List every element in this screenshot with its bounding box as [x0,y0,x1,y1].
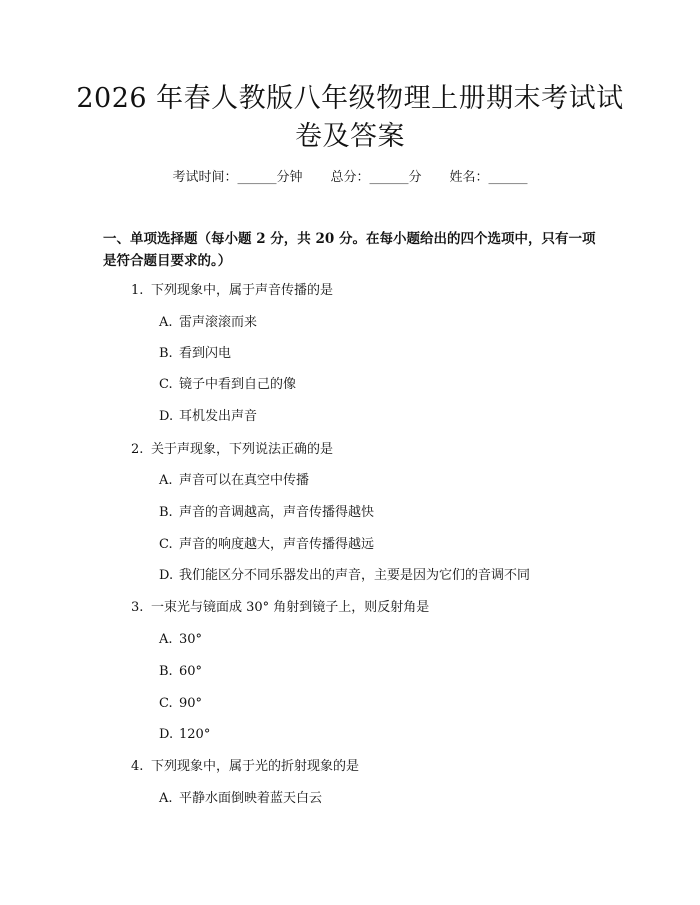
option-letter: A. [159,632,173,647]
exam-title-line2: 卷及答案 [295,121,405,152]
option-letter: B. [159,664,173,679]
option-1b [159,345,231,363]
option-text: 90° [179,696,203,711]
option-2b [159,504,374,522]
question-text: 关于声现象，下列说法正确的是 [151,442,334,457]
option-text: 30° [179,632,203,647]
option-letter: D. [159,727,174,742]
option-letter: D. [159,409,174,424]
option-2c [159,536,374,554]
option-3d [159,726,210,744]
question-number: 2. [131,442,144,457]
exam-info-line [0,169,700,187]
option-2d [159,567,530,585]
student-name-field: 姓名：______ [449,170,528,185]
exam-title [60,80,640,156]
total-score-field: 总分：______分 [330,170,422,185]
option-text: 镜子中看到自己的像 [179,377,297,392]
exam-title-line1: 2026 年春人教版八年级物理上册期末考试试 [76,83,624,114]
option-3c [159,695,202,713]
option-1a [159,314,257,332]
option-3a [159,631,202,649]
option-text: 我们能区分不同乐器发出的声音，主要是因为它们的音调不同 [179,568,531,583]
option-text: 声音的响度越大，声音传播得越远 [179,537,375,552]
option-letter: C. [159,696,173,711]
section-heading-line1: 一、单项选择题（每小题 2 分，共 20 分。在每小题给出的四个选项中，只有一项 [103,231,596,247]
option-letter: A. [159,791,173,806]
option-text: 看到闪电 [179,346,232,361]
option-text: 声音的音调越高，声音传播得越快 [179,505,375,520]
question-1 [131,282,333,300]
option-4a [159,790,322,808]
option-letter: C. [159,537,173,552]
section-heading-line2: 是符合题目要求的。） [103,253,232,269]
option-text: 耳机发出声音 [179,409,258,424]
option-text: 60° [179,664,203,679]
option-1c [159,376,296,394]
option-letter: A. [159,315,173,330]
question-2 [131,441,333,459]
question-text: 一束光与镜面成 30° 角射到镜子上，则反射角是 [151,600,430,615]
question-text: 下列现象中，属于声音传播的是 [151,283,334,298]
question-3 [131,599,429,617]
option-text: 平静水面倒映着蓝天白云 [179,791,323,806]
exam-time-field: 考试时间：______分钟 [172,170,303,185]
option-text: 120° [179,727,211,742]
option-text: 雷声滚滚而来 [179,315,258,330]
option-1d [159,408,257,426]
question-number: 1. [131,283,144,298]
option-3b [159,663,202,681]
question-text: 下列现象中，属于光的折射现象的是 [151,759,360,774]
option-letter: A. [159,473,173,488]
question-number: 3. [131,600,144,615]
option-letter: C. [159,377,173,392]
section-heading [103,228,603,272]
option-letter: B. [159,505,173,520]
option-letter: B. [159,346,173,361]
question-number: 4. [131,759,144,774]
option-text: 声音可以在真空中传播 [179,473,310,488]
question-4 [131,758,359,776]
option-2a [159,472,309,490]
option-letter: D. [159,568,174,583]
